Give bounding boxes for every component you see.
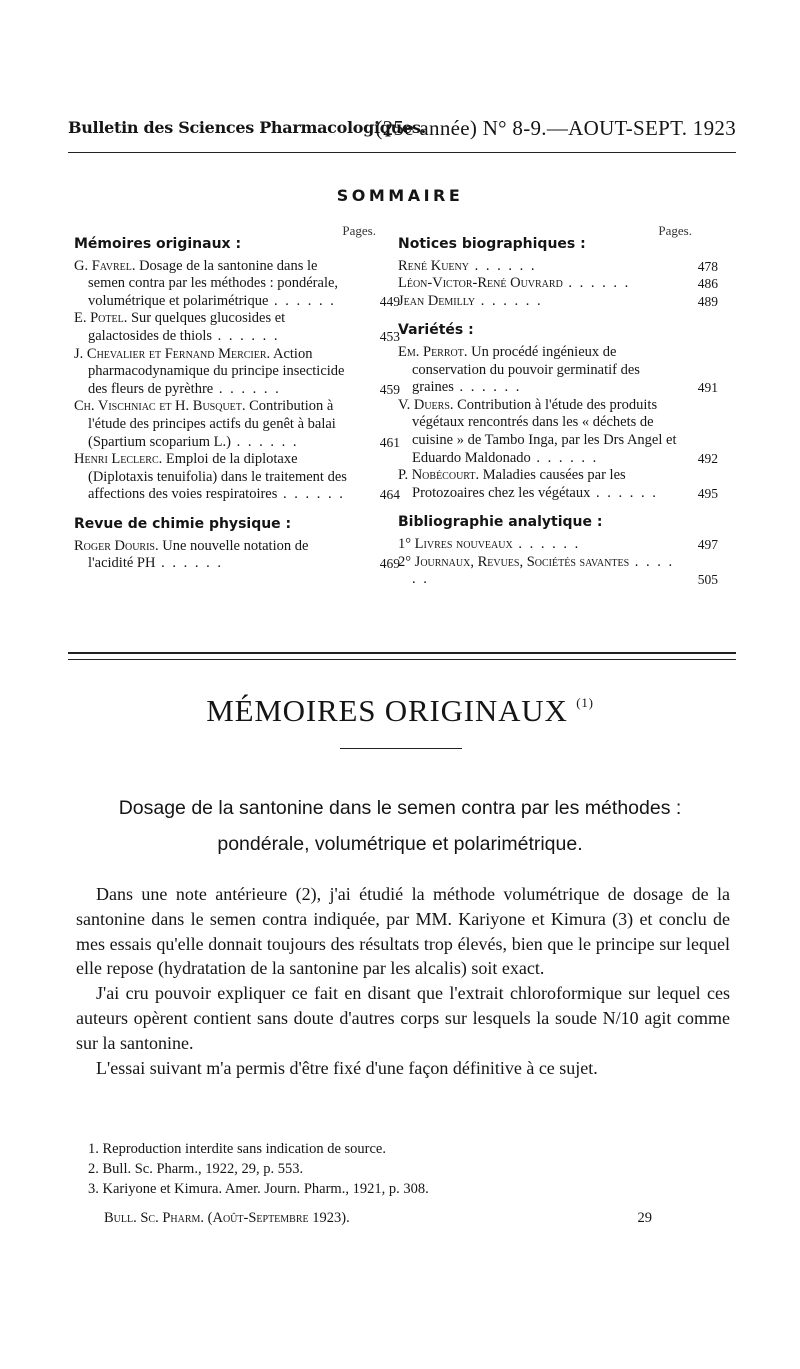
entry-title: Emploi de la diplotaxe (Diplotaxis tenuifolia) dans le traitement des affections des voies respiratoires [88,451,347,503]
leader-dots: . . . . . . [468,257,537,274]
entry-page-number: 478 [697,258,718,274]
section-title [0,693,800,729]
entry-page-number: 453 [379,328,400,344]
leader-dots: . . . . . . [277,486,345,503]
section-title-text: MÉMOIRES ORIGINAUX [206,693,568,728]
sommaire-entry [74,257,400,311]
entry-page-number: 497 [697,536,718,552]
entry-author: Em. Perrot. [398,343,468,360]
body-paragraph: J'ai cru pouvoir expliquer ce fait en disant que l'extrait chloroformique sur lequel ces auteurs opèrent contient sans doute d'autres corps sur lesquels la soude N/10 agit comme sur la santonine. [76,983,730,1053]
body-paragraph: L'essai suivant m'a permis d'être fixé d'une façon définitive à ce sujet. [96,1057,598,1078]
entry-author: V. Duers. [398,396,454,413]
sommaire-entry [398,275,718,293]
sommaire-entry [398,343,718,397]
entry-page-number: 469 [379,556,400,572]
entry-page-number: 492 [697,450,718,466]
header-rule [68,152,736,153]
entry-author: Jean Demilly [398,292,476,309]
entry-author: G. Favrel. [74,257,136,274]
sommaire-entry [74,537,400,573]
page-number: 29 [637,1210,652,1226]
sommaire-section-heading: Notices biographiques : [398,236,586,252]
entry-page-number: 491 [697,380,718,396]
entry-author: 1° Livres nouveaux [398,535,513,552]
entry-page-number: 505 [697,572,718,588]
sommaire-entry [74,451,400,504]
body-paragraph: Dans une note antérieure (2), j'ai étudié la méthode volumétrique de dosage de la santonine dans le semen contra indiquée, par MM. Kariyone et Kimura (3) et conclu de mes essais qu'elle donnait toujours des résultats trop élevés, bien que le principe sur lequel elle repose (hydratation de la santonine par les alcalis) soit exact. [76,884,730,979]
sommaire-entry [398,535,718,554]
footnote: 1. Reproduction interdite sans indication de source. [88,1141,386,1157]
sommaire-title: SOMMAIRE [336,186,464,205]
leader-dots: . . . . . . [412,553,675,588]
title-rule [340,748,462,749]
leader-dots: . . . . . . [562,275,631,292]
sommaire-entry [74,398,400,451]
entry-page-number: 461 [379,434,400,450]
entry-title: Dosage de la santonine dans le semen contra par les méthodes : pondérale, volumétrique et polarimétrique [88,257,339,309]
entry-page-number: 464 [379,487,400,503]
entry-title: Maladies causées par les Protozoaires chez les végétaux [412,467,626,501]
leader-dots: . . . . . . [475,292,543,309]
sommaire-right-column [398,222,718,589]
entry-author: P. Nobécourt. [398,467,480,484]
leader-dots: . . . . . . [530,449,599,466]
entry-title: Une nouvelle notation de l'acidité PH [88,537,309,572]
article-title-line-2: pondérale, volumétrique et polarimétrique. [217,833,583,855]
leader-dots: . . . . . . [453,379,522,396]
sommaire-section-heading: Variétés : [398,322,474,339]
running-header [68,116,736,144]
entry-title: Contribution à l'étude des principes actifs du genêt à balai (Spartium scoparium L.) [88,398,336,450]
entry-author: René Kueny [398,257,469,274]
leader-dots: . . . . . . [230,433,299,450]
sommaire-entry [74,345,400,399]
article-title-line-1: Dosage de la santonine dans le semen contra par les méthodes : [118,797,682,819]
entry-title: Sur quelques glucosides et galactosides de thiols [88,310,286,344]
page-footer [104,1210,652,1227]
journal-name: Bulletin des Sciences Pharmacologiques. [68,118,426,137]
leader-dots: . . . . . . [155,555,223,572]
entry-author: Léon-Victor-René Ouvrard [398,275,563,292]
footnotes [88,1139,728,1199]
entry-author: Ch. Vischniac et H. Busquet. [74,398,246,415]
footer-citation: Bull. Sc. Pharm. (Août-Septembre 1923). [104,1210,350,1226]
entry-page-number: 449 [379,293,400,309]
issue-info: (25e année) N° 8-9.—AOUT-SEPT. 1923 [375,116,736,140]
footnote: 3. Kariyone et Kimura. Amer. Journ. Pharm., 1921, p. 308. [88,1181,429,1197]
section-divider [68,652,736,660]
sommaire-section-heading: Mémoires originaux : [74,236,242,252]
pages-label-right: Pages. [658,223,692,238]
entry-page-number: 495 [697,485,718,501]
sommaire-entry [398,467,718,502]
entry-page-number: 486 [697,276,718,292]
sommaire-entry [398,257,718,276]
entry-author: Roger Douris. [74,537,159,554]
leader-dots: . . . . . . [512,535,581,552]
leader-dots: . . . . . . [213,380,281,397]
pages-label-left: Pages. [342,223,376,238]
leader-dots: . . . . . . [268,292,336,309]
article-title [70,790,730,862]
entry-author: 2° Journaux, Revues, Sociétés savantes [398,553,630,570]
sommaire-left-column [74,222,400,573]
footnote: 2. Bull. Sc. Pharm., 1922, 29, p. 553. [88,1161,304,1177]
entry-author: Henri Leclerc. [74,451,163,468]
sommaire-entry [398,396,718,467]
entry-page-number: 489 [697,293,718,309]
sommaire-section-heading: Bibliographie analytique : [398,514,603,531]
entry-title: Un procédé ingénieux de conservation du pouvoir germinatif des graines [412,343,640,396]
article-body [76,882,730,1080]
entry-author: E. Potel. [74,310,128,327]
leader-dots: . . . . . . [590,484,658,501]
sommaire-entry [398,292,718,311]
entry-title: Contribution à l'étude des produits végétaux rencontrés dans les « déchets de cuisine » de Tambo Inga, par les Drs Angel et Eduardo Maldonado [412,396,677,466]
entry-author: J. Chevalier et Fernand Mercier. [74,345,271,362]
entry-title: Action pharmacodynamique du principe insecticide des fleurs de pyrèthre [88,345,345,397]
leader-dots: . . . . . . [212,327,280,344]
entry-page-number: 459 [379,381,400,397]
sommaire-entry [398,553,718,589]
sommaire-section-heading: Revue de chimie physique : [74,515,292,532]
section-title-note: (1) [576,695,594,710]
sommaire-entry [74,310,400,345]
